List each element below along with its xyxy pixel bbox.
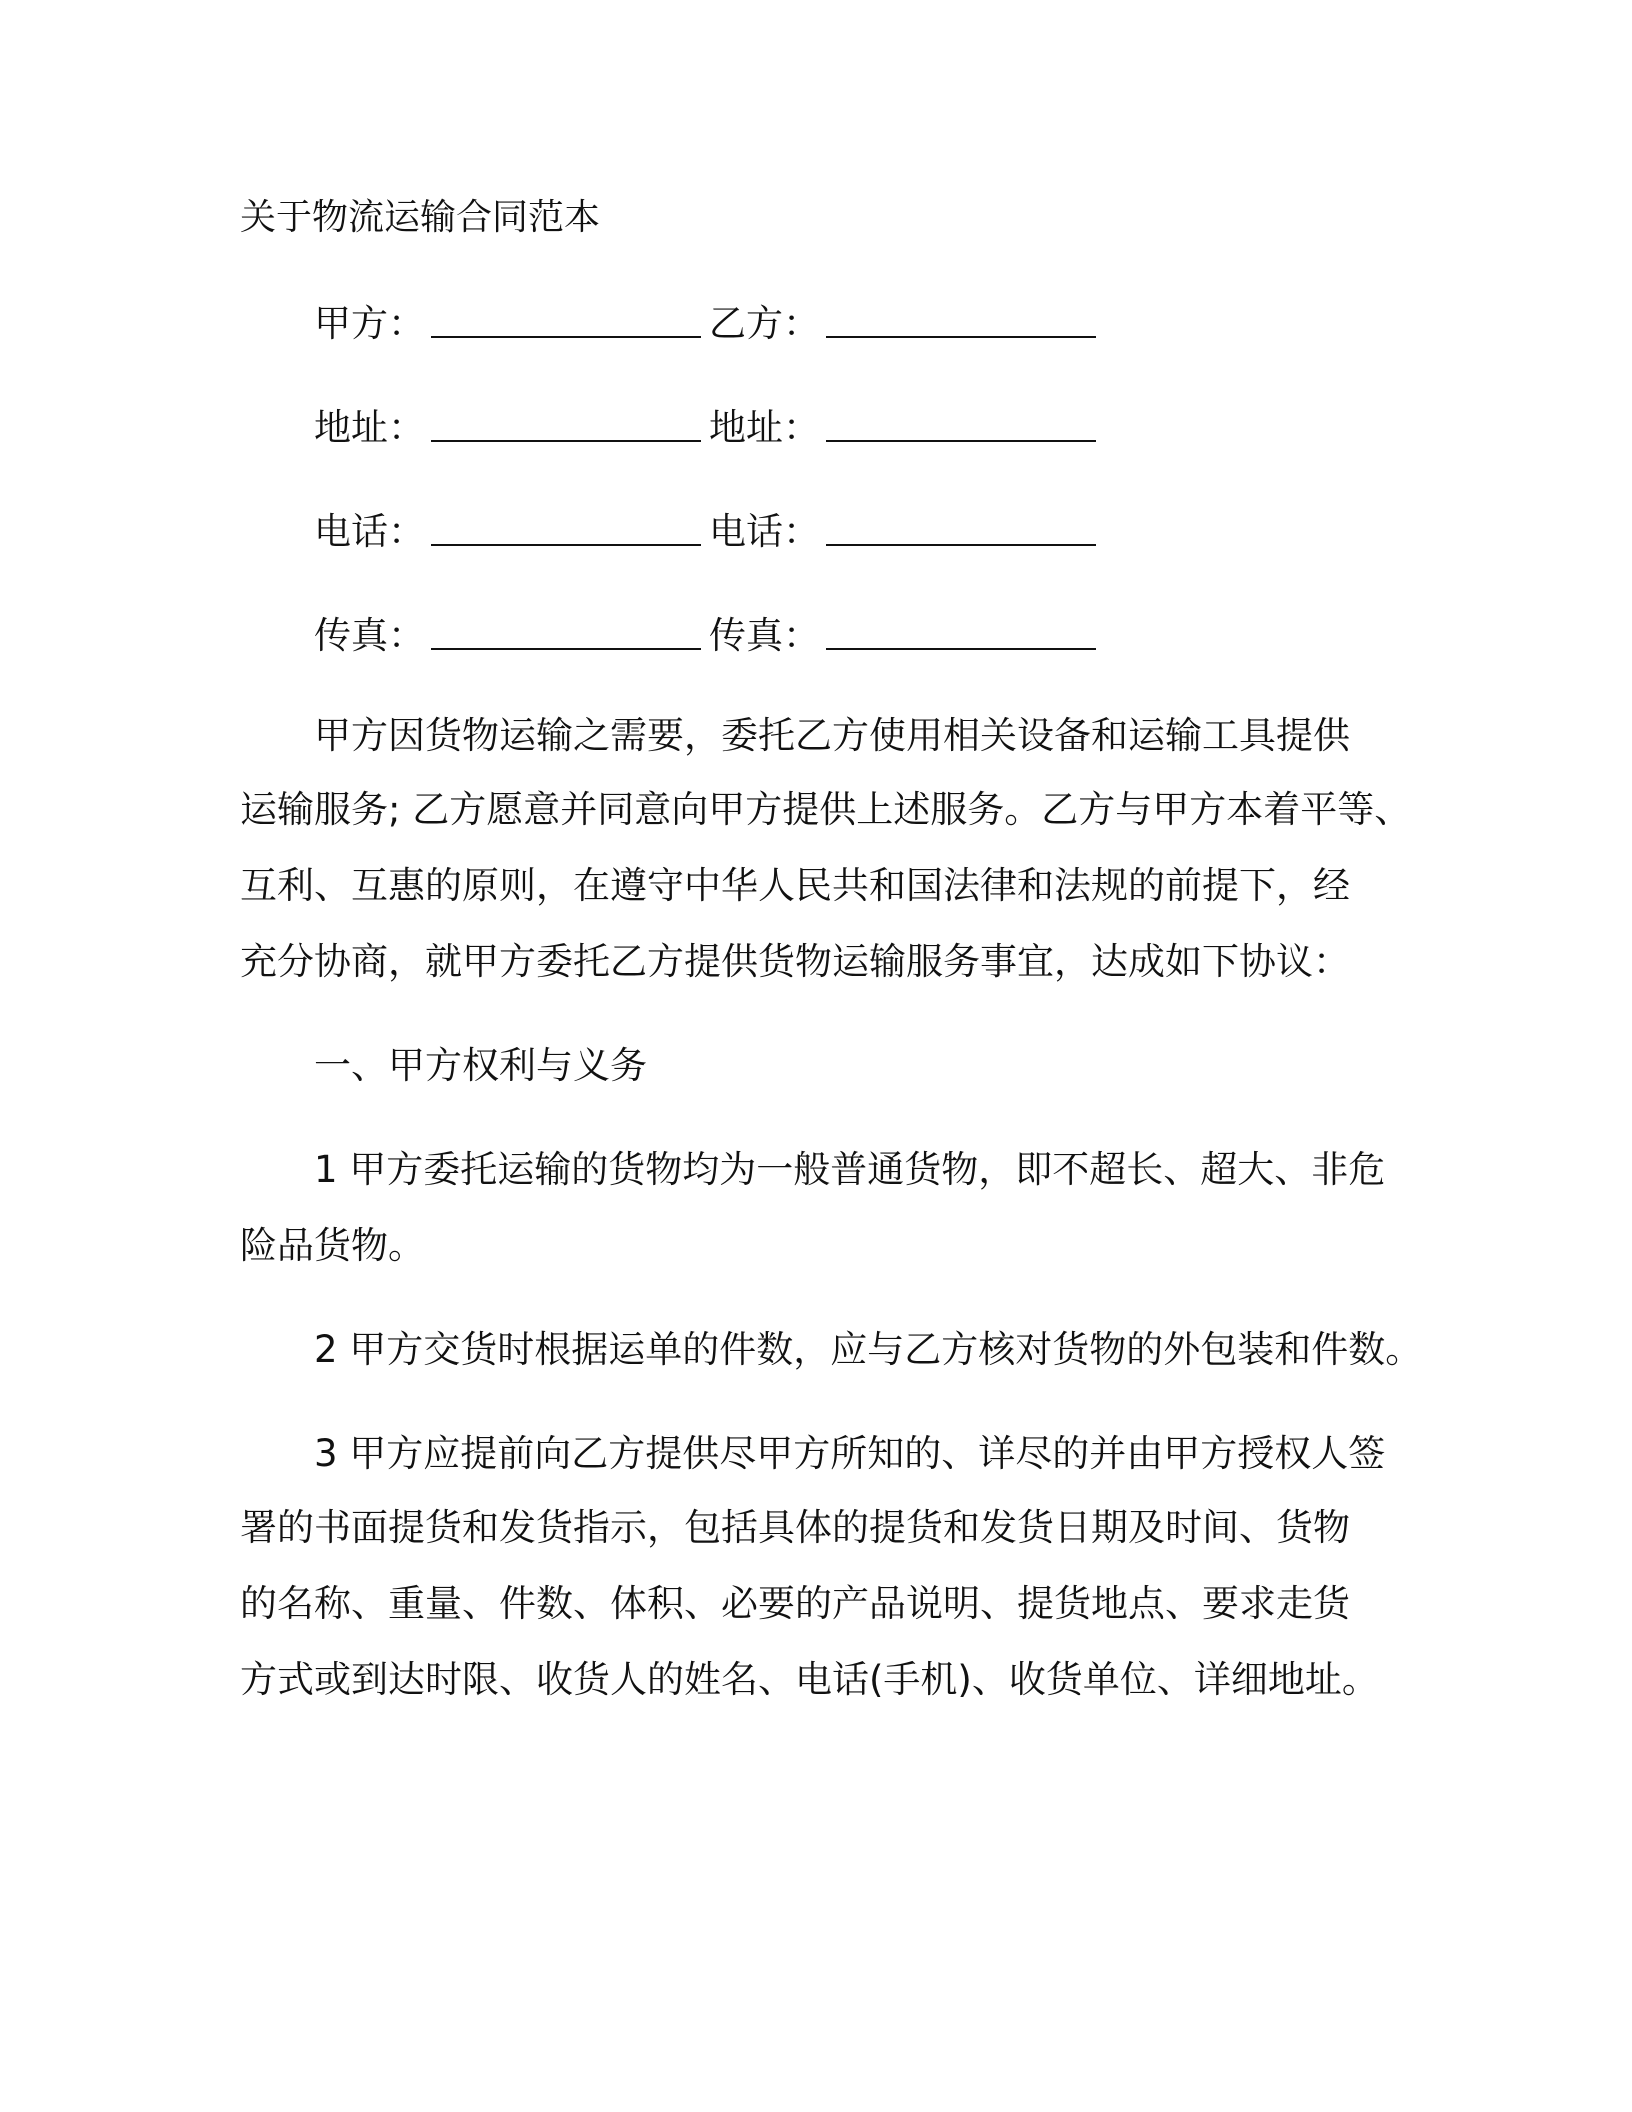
clause-2-line-1: 2 甲方交货时根据运单的件数，应与乙方核对货物的外包装和件数。 xyxy=(314,1328,1423,1371)
party-b-address-blank[interactable] xyxy=(826,406,1096,442)
party-b-label: 乙方： xyxy=(709,302,820,345)
party-b-fax-label: 传真： xyxy=(709,614,820,657)
intro-line-3: 互利、互惠的原则，在遵守中华人民共和国法律和法规的前提下，经 xyxy=(240,864,1350,907)
party-a-fax-label: 传真： xyxy=(314,614,425,657)
party-b-phone-label: 电话： xyxy=(709,510,820,553)
clause-3-line-4: 方式或到达时限、收货人的姓名、电话(手机)、收货单位、详细地址。 xyxy=(240,1658,1379,1701)
party-b-name-blank[interactable] xyxy=(826,302,1096,338)
party-a-label: 甲方： xyxy=(314,302,425,345)
party-b-phone-blank[interactable] xyxy=(826,510,1096,546)
party-a-name-blank[interactable] xyxy=(431,302,701,338)
party-a-address-label: 地址： xyxy=(314,406,425,449)
intro-line-1: 甲方因货物运输之需要，委托乙方使用相关设备和运输工具提供 xyxy=(314,714,1350,757)
intro-line-2: 运输服务; 乙方愿意并同意向甲方提供上述服务。乙方与甲方本着平等、 xyxy=(240,788,1412,831)
party-b-fax-blank[interactable] xyxy=(826,614,1096,650)
party-a-phone-label: 电话： xyxy=(314,510,425,553)
party-a-fax-blank[interactable] xyxy=(431,614,701,650)
section-1-heading: 一、甲方权利与义务 xyxy=(314,1044,647,1087)
clause-3-line-2: 署的书面提货和发货指示，包括具体的提货和发货日期及时间、货物 xyxy=(240,1506,1350,1549)
fax-row xyxy=(314,612,1104,660)
document-title: 关于物流运输合同范本 xyxy=(240,197,601,238)
address-row xyxy=(314,404,1104,452)
clause-1-line-1: 1 甲方委托运输的货物均为一般普通货物，即不超长、超大、非危 xyxy=(314,1148,1386,1191)
clause-3-line-3: 的名称、重量、件数、体积、必要的产品说明、提货地点、要求走货 xyxy=(240,1582,1350,1625)
clause-1-line-2: 险品货物。 xyxy=(240,1224,425,1267)
party-a-address-blank[interactable] xyxy=(431,406,701,442)
phone-row xyxy=(314,508,1104,556)
party-b-address-label: 地址： xyxy=(709,406,820,449)
party-a-phone-blank[interactable] xyxy=(431,510,701,546)
party-name-row xyxy=(314,300,1104,348)
clause-3-line-1: 3 甲方应提前向乙方提供尽甲方所知的、详尽的并由甲方授权人签 xyxy=(314,1432,1386,1475)
intro-line-4: 充分协商，就甲方委托乙方提供货物运输服务事宜，达成如下协议： xyxy=(240,940,1350,983)
